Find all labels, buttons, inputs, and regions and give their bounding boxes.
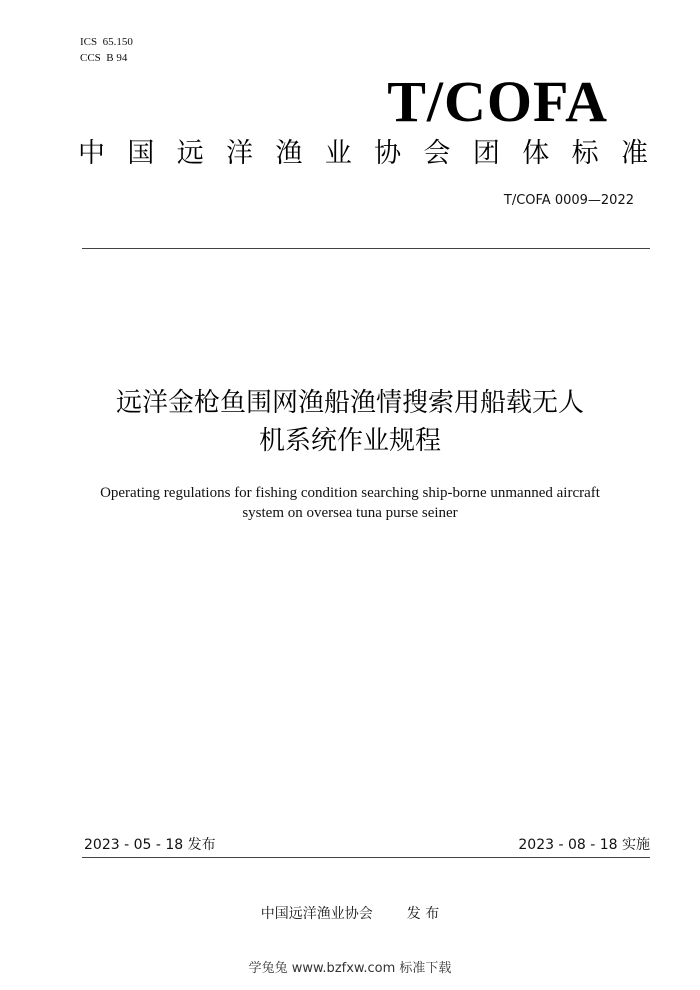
publish-date: 2023 - 05 - 18 发布	[84, 837, 216, 853]
heading-char: 洋	[226, 138, 254, 169]
chinese-title-line-2: 机系统作业规程	[258, 426, 441, 456]
chinese-title	[60, 384, 640, 460]
publisher-organization: 中国远洋渔业协会	[260, 906, 373, 922]
heading-char: 远	[176, 138, 204, 169]
heading-char: 体	[522, 138, 550, 169]
publisher-action: 发 布	[406, 906, 440, 922]
heading-char: 中	[78, 138, 105, 169]
standard-number: T/COFA 0009—2022	[503, 193, 634, 208]
heading-char: 渔	[275, 138, 303, 169]
chinese-title-line-1: 远洋金枪鱼围网渔船渔情搜索用船载无人	[115, 388, 584, 418]
organization-standard-heading	[78, 136, 648, 172]
heading-char: 国	[127, 138, 155, 169]
implementation-date: 2023 - 08 - 18 实施	[518, 837, 650, 853]
heading-char: 协	[374, 138, 402, 169]
ics-code: ICS 65.150	[80, 36, 133, 48]
heading-char: 会	[423, 138, 451, 169]
heading-char: 准	[620, 138, 648, 169]
ccs-code: CCS B 94	[80, 52, 128, 64]
standard-brand-logo: T/COFA	[387, 69, 608, 134]
download-watermark: 学兔兔 www.bzfxw.com 标准下载	[248, 961, 452, 976]
heading-char: 业	[324, 138, 352, 169]
publisher-line	[0, 904, 700, 924]
english-title-line-1: Operating regulations for fishing condition searching ship-borne unmanned aircraft	[100, 485, 600, 501]
heading-char: 团	[472, 138, 500, 169]
heading-char: 标	[571, 138, 599, 169]
top-divider	[82, 248, 650, 249]
bottom-divider	[82, 857, 650, 858]
english-title	[50, 483, 650, 523]
english-title-line-2: system on oversea tuna purse seiner	[242, 505, 458, 521]
